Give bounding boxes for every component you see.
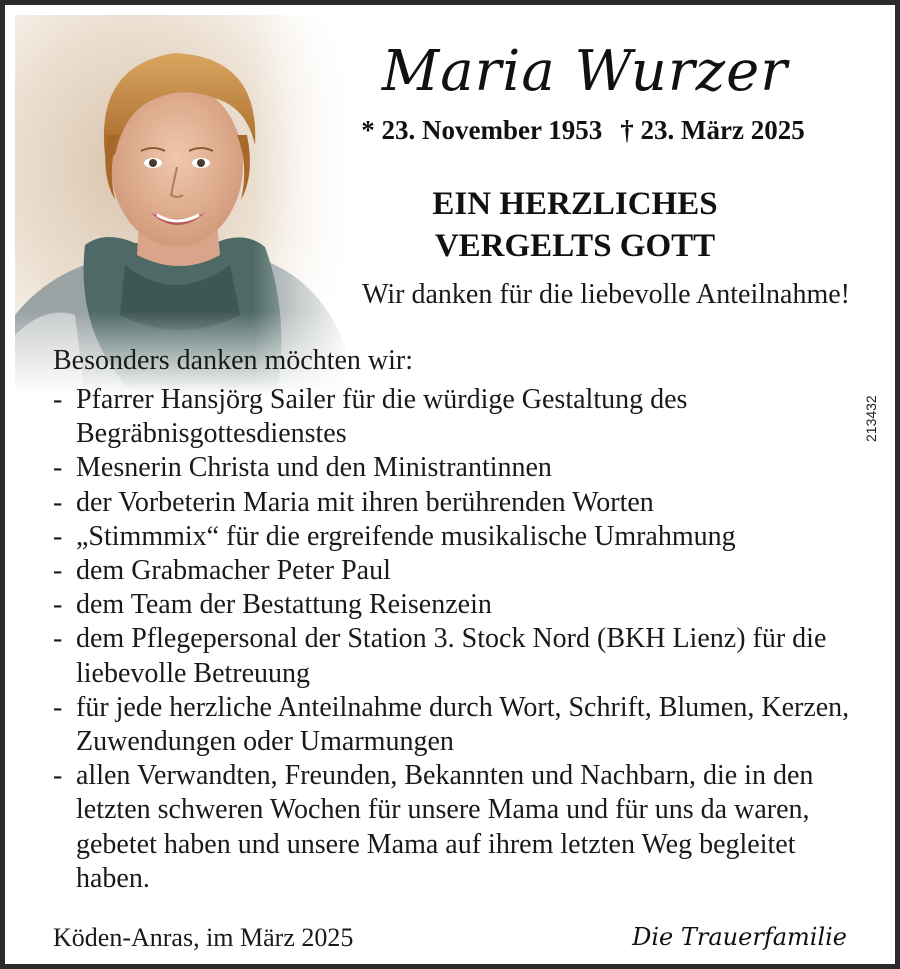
list-item	[53, 520, 853, 554]
list-item	[53, 588, 853, 622]
deceased-name: Maria Wurzer	[381, 39, 789, 104]
list-item	[53, 486, 853, 520]
list-item	[53, 622, 853, 690]
list-item	[53, 759, 853, 896]
list-item-text: dem Team der Bestattung Reisenzein	[76, 589, 492, 621]
headline	[335, 183, 815, 267]
intro-text: Besonders danken möchten wir:	[53, 345, 414, 376]
reference-number: 213432	[863, 395, 879, 442]
death-date: † 23. März 2025	[620, 115, 805, 145]
list-dash: -	[53, 623, 63, 655]
list-item-text: „Stimmmix“ für die ergreifende musikalische Umrahmung	[76, 520, 736, 552]
list-dash: -	[53, 691, 63, 723]
headline-line-2: VERGELTS GOTT	[434, 228, 716, 264]
list-item-text: dem Grabmacher Peter Paul	[76, 555, 391, 587]
list-dash: -	[53, 520, 63, 552]
signature: Die Trauerfamilie	[632, 923, 847, 951]
list-item	[53, 554, 853, 588]
list-item-text: dem Pflegepersonal der Station 3. Stock Nord (BKH Lienz) für die liebevolle Betreuung	[76, 623, 827, 689]
list-item	[53, 383, 853, 451]
list-dash: -	[53, 486, 63, 518]
list-item-text: Pfarrer Hansjörg Sailer für die würdige Gestaltung des Begräbnisgottesdienstes	[76, 384, 688, 450]
birth-date: * 23. November 1953	[361, 115, 603, 145]
thanks-list	[53, 383, 853, 896]
portrait-photo	[15, 15, 355, 395]
list-dash: -	[53, 555, 63, 587]
life-dates	[323, 115, 843, 146]
place-date: Köden-Anras, im März 2025	[53, 923, 354, 952]
list-item	[53, 451, 853, 485]
list-item-text: für jede herzliche Anteilnahme durch Wort, Schrift, Blumen, Kerzen, Zuwendungen oder Umarmungen	[76, 691, 850, 758]
list-dash: -	[53, 452, 63, 484]
list-item-text: Mesnerin Christa und den Ministrantinnen	[76, 452, 552, 484]
list-dash: -	[53, 589, 63, 621]
list-dash: -	[53, 760, 63, 792]
thanks-line: Wir danken für die liebevolle Anteilnahme!	[362, 279, 850, 310]
list-item-text: der Vorbeterin Maria mit ihren berührenden Worten	[76, 486, 654, 518]
list-dash: -	[53, 384, 63, 415]
list-item	[53, 691, 853, 759]
list-item-text: allen Verwandten, Freunden, Bekannten und Nachbarn, die in den letzten schweren Wochen für unsere Mama und für uns da waren, gebetet haben und unsere Mama auf ihrem letzten Weg begleitet haben.	[76, 760, 814, 894]
headline-line-1: EIN HERZLICHES	[432, 186, 718, 222]
